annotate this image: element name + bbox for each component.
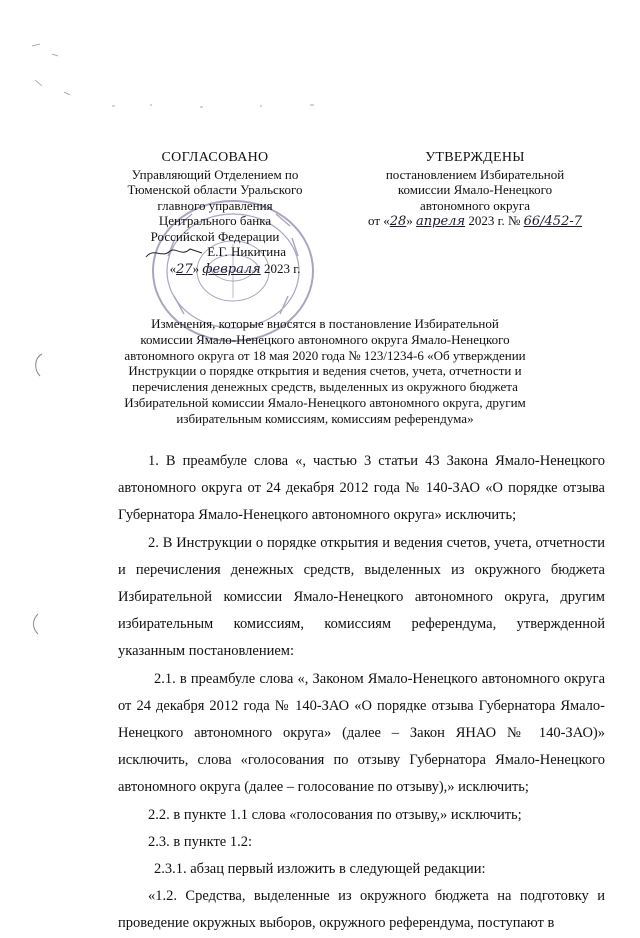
date-month: апреля bbox=[416, 214, 466, 229]
scan-artifact bbox=[110, 100, 350, 112]
scan-artifact bbox=[30, 40, 90, 110]
date-prefix: от « bbox=[367, 213, 390, 228]
resolution-number: 66/452-7 bbox=[523, 214, 583, 229]
paragraph: 2.2. в пункте 1.1 слова «голосования по отзыву,» исключить; bbox=[148, 806, 522, 823]
approved-block bbox=[360, 150, 590, 230]
title-line: Инструкции о порядке открытия и ведения счетов, учета, отчетности и bbox=[128, 363, 522, 379]
date-close: » bbox=[406, 213, 413, 228]
handwritten-signature bbox=[144, 245, 204, 261]
agreed-date: «27» февраля 2023 г. bbox=[169, 261, 301, 278]
scan-artifact bbox=[28, 350, 48, 380]
title-line: перечисления денежных средств, выделенных из окружного бюджета bbox=[132, 379, 518, 395]
agreed-line: Тюменской области Уральского bbox=[127, 182, 303, 197]
approved-date bbox=[360, 213, 590, 230]
agreed-line: Управляющий Отделением по bbox=[131, 166, 299, 182]
date-year: 2023 г. № bbox=[468, 213, 521, 228]
agreed-block bbox=[100, 150, 330, 278]
date-year: 2023 г. bbox=[264, 261, 301, 277]
approved-heading: УТВЕРЖДЕНЫ bbox=[425, 150, 525, 165]
title-line: Избирательной комиссии Ямало-Ненецкого автономного округа, другим bbox=[124, 394, 526, 410]
paragraph: «1.2. Средства, выделенные из окружного бюджета на подготовку и проведение окружных выборов, окружного референдума, поступают в bbox=[118, 888, 605, 932]
paragraph: 2.1. в преамбуле слова «, Законом Ямало-Ненецкого автономного округа от 24 декабря 2012 года № 140-ЗАО «О порядке отзыва Губернатора Ямало-Ненецкого автономного округа» (далее – Закон ЯНАО № 140-ЗАО)» исключить, слова «голосования по отзыву Губернатора Ямало-Ненецкого автономного округа (далее – голосование по отзыву),» исключить; bbox=[118, 670, 605, 796]
paragraph: 1. В преамбуле слова «, частью 3 статьи 43 Закона Ямало-Ненецкого автономного округа от 24 декабря 2012 года № 140-ЗАО «О порядке отзыва Губернатора Ямало-Ненецкого автономного округа» исключить; bbox=[118, 453, 605, 524]
approved-line: постановлением Избирательной bbox=[385, 166, 565, 182]
date-open: « bbox=[169, 261, 177, 277]
document-title bbox=[90, 316, 560, 427]
signatory-name: Е.Г. Никитина bbox=[207, 244, 286, 259]
agreed-line: Центрального банка bbox=[158, 213, 272, 228]
paragraph: 2.3. в пункте 1.2: bbox=[148, 833, 253, 850]
title-line: комиссии Ямало-Ненецкого автономного округа Ямало-Ненецкого bbox=[140, 331, 510, 347]
paragraph: 2.3.1. абзац первый изложить в следующей редакции: bbox=[154, 861, 486, 878]
title-line: автономного округа от 18 мая 2020 года № 123/1234-6 «Об утверждении bbox=[124, 347, 526, 363]
date-month: февраля bbox=[202, 262, 261, 278]
approved-line: автономного округа bbox=[420, 197, 530, 213]
approved-line: комиссии Ямало-Ненецкого bbox=[397, 182, 553, 197]
title-line: Изменения, которые вносятся в постановление Избирательной bbox=[151, 316, 499, 331]
scan-artifact bbox=[28, 612, 44, 638]
date-day: 28 bbox=[389, 214, 407, 229]
agreed-heading: СОГЛАСОВАНО bbox=[161, 150, 269, 165]
document-body bbox=[118, 448, 605, 938]
approval-block bbox=[0, 150, 640, 290]
signatory-row bbox=[100, 244, 330, 261]
date-day: 27 bbox=[176, 262, 193, 278]
agreed-line: главного управления bbox=[157, 197, 273, 213]
paragraph: 2. В Инструкции о порядке открытия и ведения счетов, учета, отчетности и перечисления денежных средств, выделенных из окружного бюджета Избирательной комиссии Ямало-Ненецкого автономного округа, другим избирательным комиссиям, комиссиям референдума, утвержденной указанным постановлением: bbox=[118, 534, 605, 660]
title-line: избирательным комиссиям, комиссиям референдума» bbox=[176, 410, 474, 426]
agreed-line: Российской Федерации bbox=[150, 228, 280, 244]
